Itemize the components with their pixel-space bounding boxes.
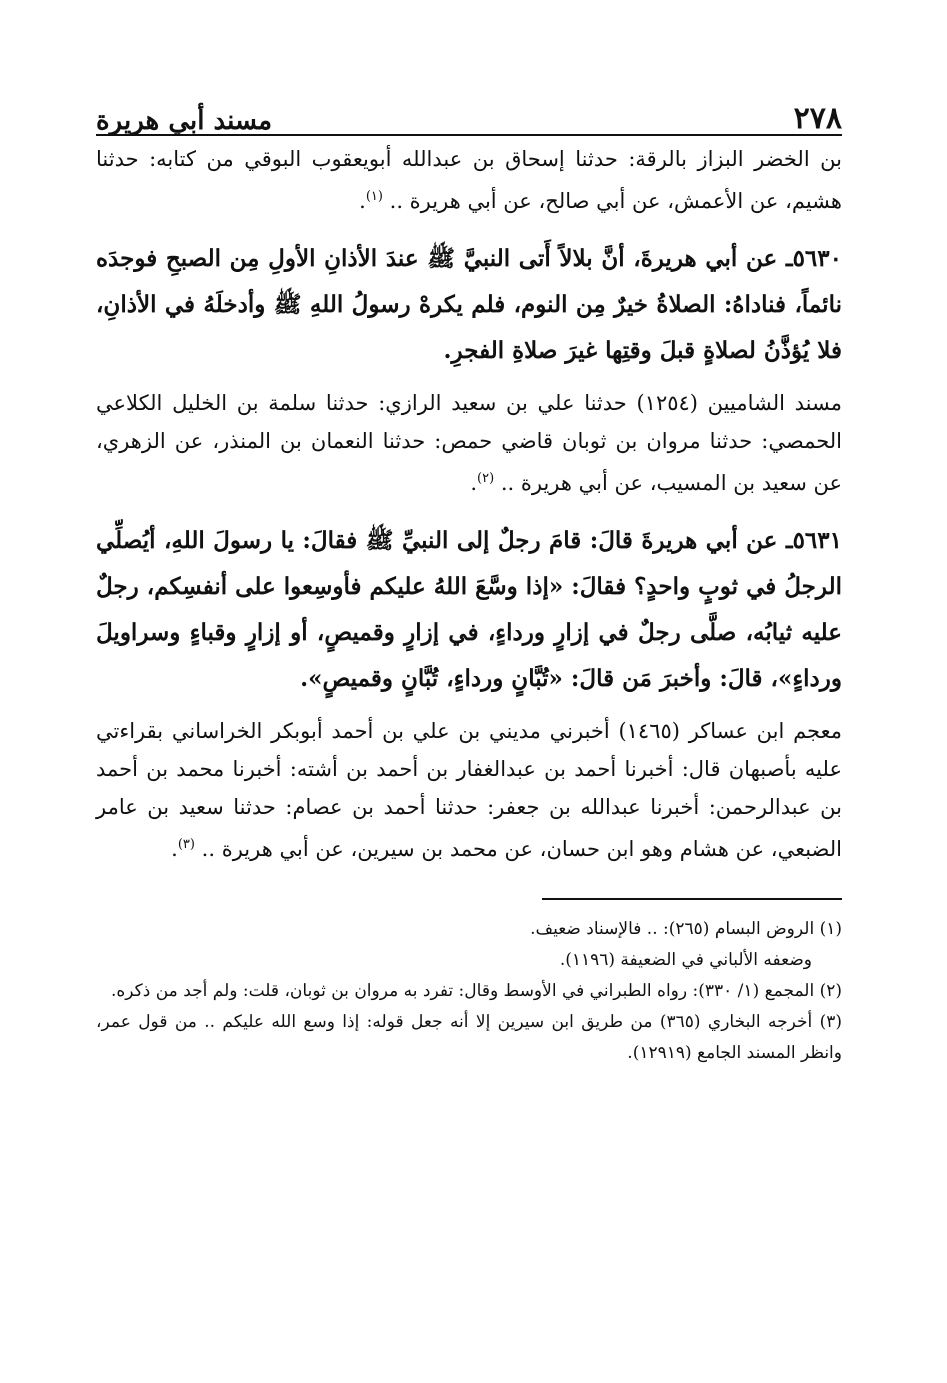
footnote-1: (١) الروض البسام (٢٦٥): .. فالإسناد ضعيف.	[530, 919, 842, 939]
page-number: ٢٧٨	[793, 101, 842, 136]
running-title: مسند أبي هريرة	[96, 106, 273, 136]
isnad-paragraph: معجم ابن عساكر (١٤٦٥) أخبرني مديني بن علي بن أحمد أبوبكر الخراساني بقراءتي عليه بأصبهان قال: أخبرنا أحمد بن عبدالغفار بن أحمد بن أشته: أخبرنا محمد بن أحمد بن عبدالرحمن: أخبرنا عبدالله بن جعفر: حدثنا أحمد بن عصام: حدثنا سعيد بن عامر الضبعي، عن هشام وهو ابن حسان، عن محمد بن سيرين، عن أبي هريرة .. $^{(٣)}$.	[96, 719, 842, 861]
footnote-1-continuation: وضعفه الألباني في الضعيفة (١١٩٦).	[559, 950, 812, 970]
page-header	[96, 80, 842, 136]
footnote-divider	[542, 898, 842, 900]
isnad-text: بن الخضر البزاز بالرقة: حدثنا إسحاق بن عبدالله أبويعقوب البوقي من كتابه: حدثنا هشيم، عن الأعمش، عن أبي صالح، عن أبي هريرة ..	[96, 147, 842, 213]
isnad-paragraph: مسند الشاميين (١٢٥٤) حدثنا علي بن سعيد الرازي: حدثنا سلمة بن الخليل الكلاعي الحمصي: حدثنا مروان بن ثوبان قاضي حمص: حدثنا النعمان بن المنذر، عن الزهري، عن سعيد بن المسيب، عن أبي هريرة .. $^{(٢)}$.	[96, 391, 842, 495]
footnote-2: (٢) المجمع (١/ ٣٣٠): رواه الطبراني في الأوسط وقال: تفرد به مروان بن ثوبان، قلت: ولم أجد من ذكره.	[110, 981, 842, 1001]
hadith-5630: ٥٦٣٠ـ عن أبي هريرةَ، أنَّ بلالاً أَتى النبيَّ ﷺ عندَ الأذانِ الأولِ مِن الصبحِ فوجدَه نائماً، فناداهُ: الصلاةُ خيرٌ مِن النوم، فلم يكرهْ رسولُ اللهِ ﷺ وأدخلَهُ في الأذانِ، فلا يُؤذَّنُ لصلاةٍ قبلَ وقتِها غيرَ صلاةِ الفجرِ.	[96, 245, 842, 364]
isnad-text: مسند الشاميين (١٢٥٤) حدثنا علي بن سعيد الرازي: حدثنا سلمة بن الخليل الكلاعي الحمصي: حدثنا مروان بن ثوبان قاضي حمص: حدثنا النعمان بن المنذر، عن الزهري، عن سعيد بن المسيب، عن أبي هريرة ..	[96, 391, 842, 495]
hadith-5631: ٥٦٣١ـ عن أبي هريرةَ قالَ: قامَ رجلٌ إلى النبيِّ ﷺ فقالَ: يا رسولَ اللهِ، أيُصلِّي الرجلُ في ثوبٍ واحدٍ؟ فقالَ: «إذا وسَّعَ اللهُ عليكم فأوسِعوا على أنفسِكم، رجلٌ عليه ثيابُه، صلَّى رجلٌ في إزارٍ ورداءٍ، في إزارٍ وقميصٍ، أو إزارٍ وقباءٍ وسراويلَ ورداءٍ»، قالَ: وأخبرَ مَن قالَ: «تُبَّانٍ ورداءٍ، تُبَّانٍ وقميصٍ».	[96, 527, 842, 692]
book-page	[96, 80, 842, 1069]
footnote-ref: (١)	[365, 189, 383, 204]
footnote-ref: (٣)	[177, 837, 195, 852]
footnote-3: (٣) أخرجه البخاري (٣٦٥) من طريق ابن سيرين إلا أنه جعل قوله: إذا وسع الله عليكم .. من قول عمر، وانظر المسند الجامع (١٢٩١٩).	[96, 1012, 842, 1063]
footnote-ref: (٢)	[477, 471, 495, 486]
isnad-paragraph: بن الخضر البزاز بالرقة: حدثنا إسحاق بن عبدالله أبويعقوب البوقي من كتابه: حدثنا هشيم، عن الأعمش، عن أبي صالح، عن أبي هريرة .. $^{(١)}$.	[96, 147, 842, 213]
isnad-text: معجم ابن عساكر (١٤٦٥) أخبرني مديني بن علي بن أحمد أبوبكر الخراساني بقراءتي عليه بأصبهان قال: أخبرنا أحمد بن عبدالغفار بن أحمد بن أشته: أخبرنا محمد بن أحمد بن عبدالرحمن: أخبرنا عبدالله بن جعفر: حدثنا أحمد بن عصام: حدثنا سعيد بن عامر الضبعي، عن هشام وهو ابن حسان، عن محمد بن سيرين، عن أبي هريرة ..	[96, 719, 842, 861]
